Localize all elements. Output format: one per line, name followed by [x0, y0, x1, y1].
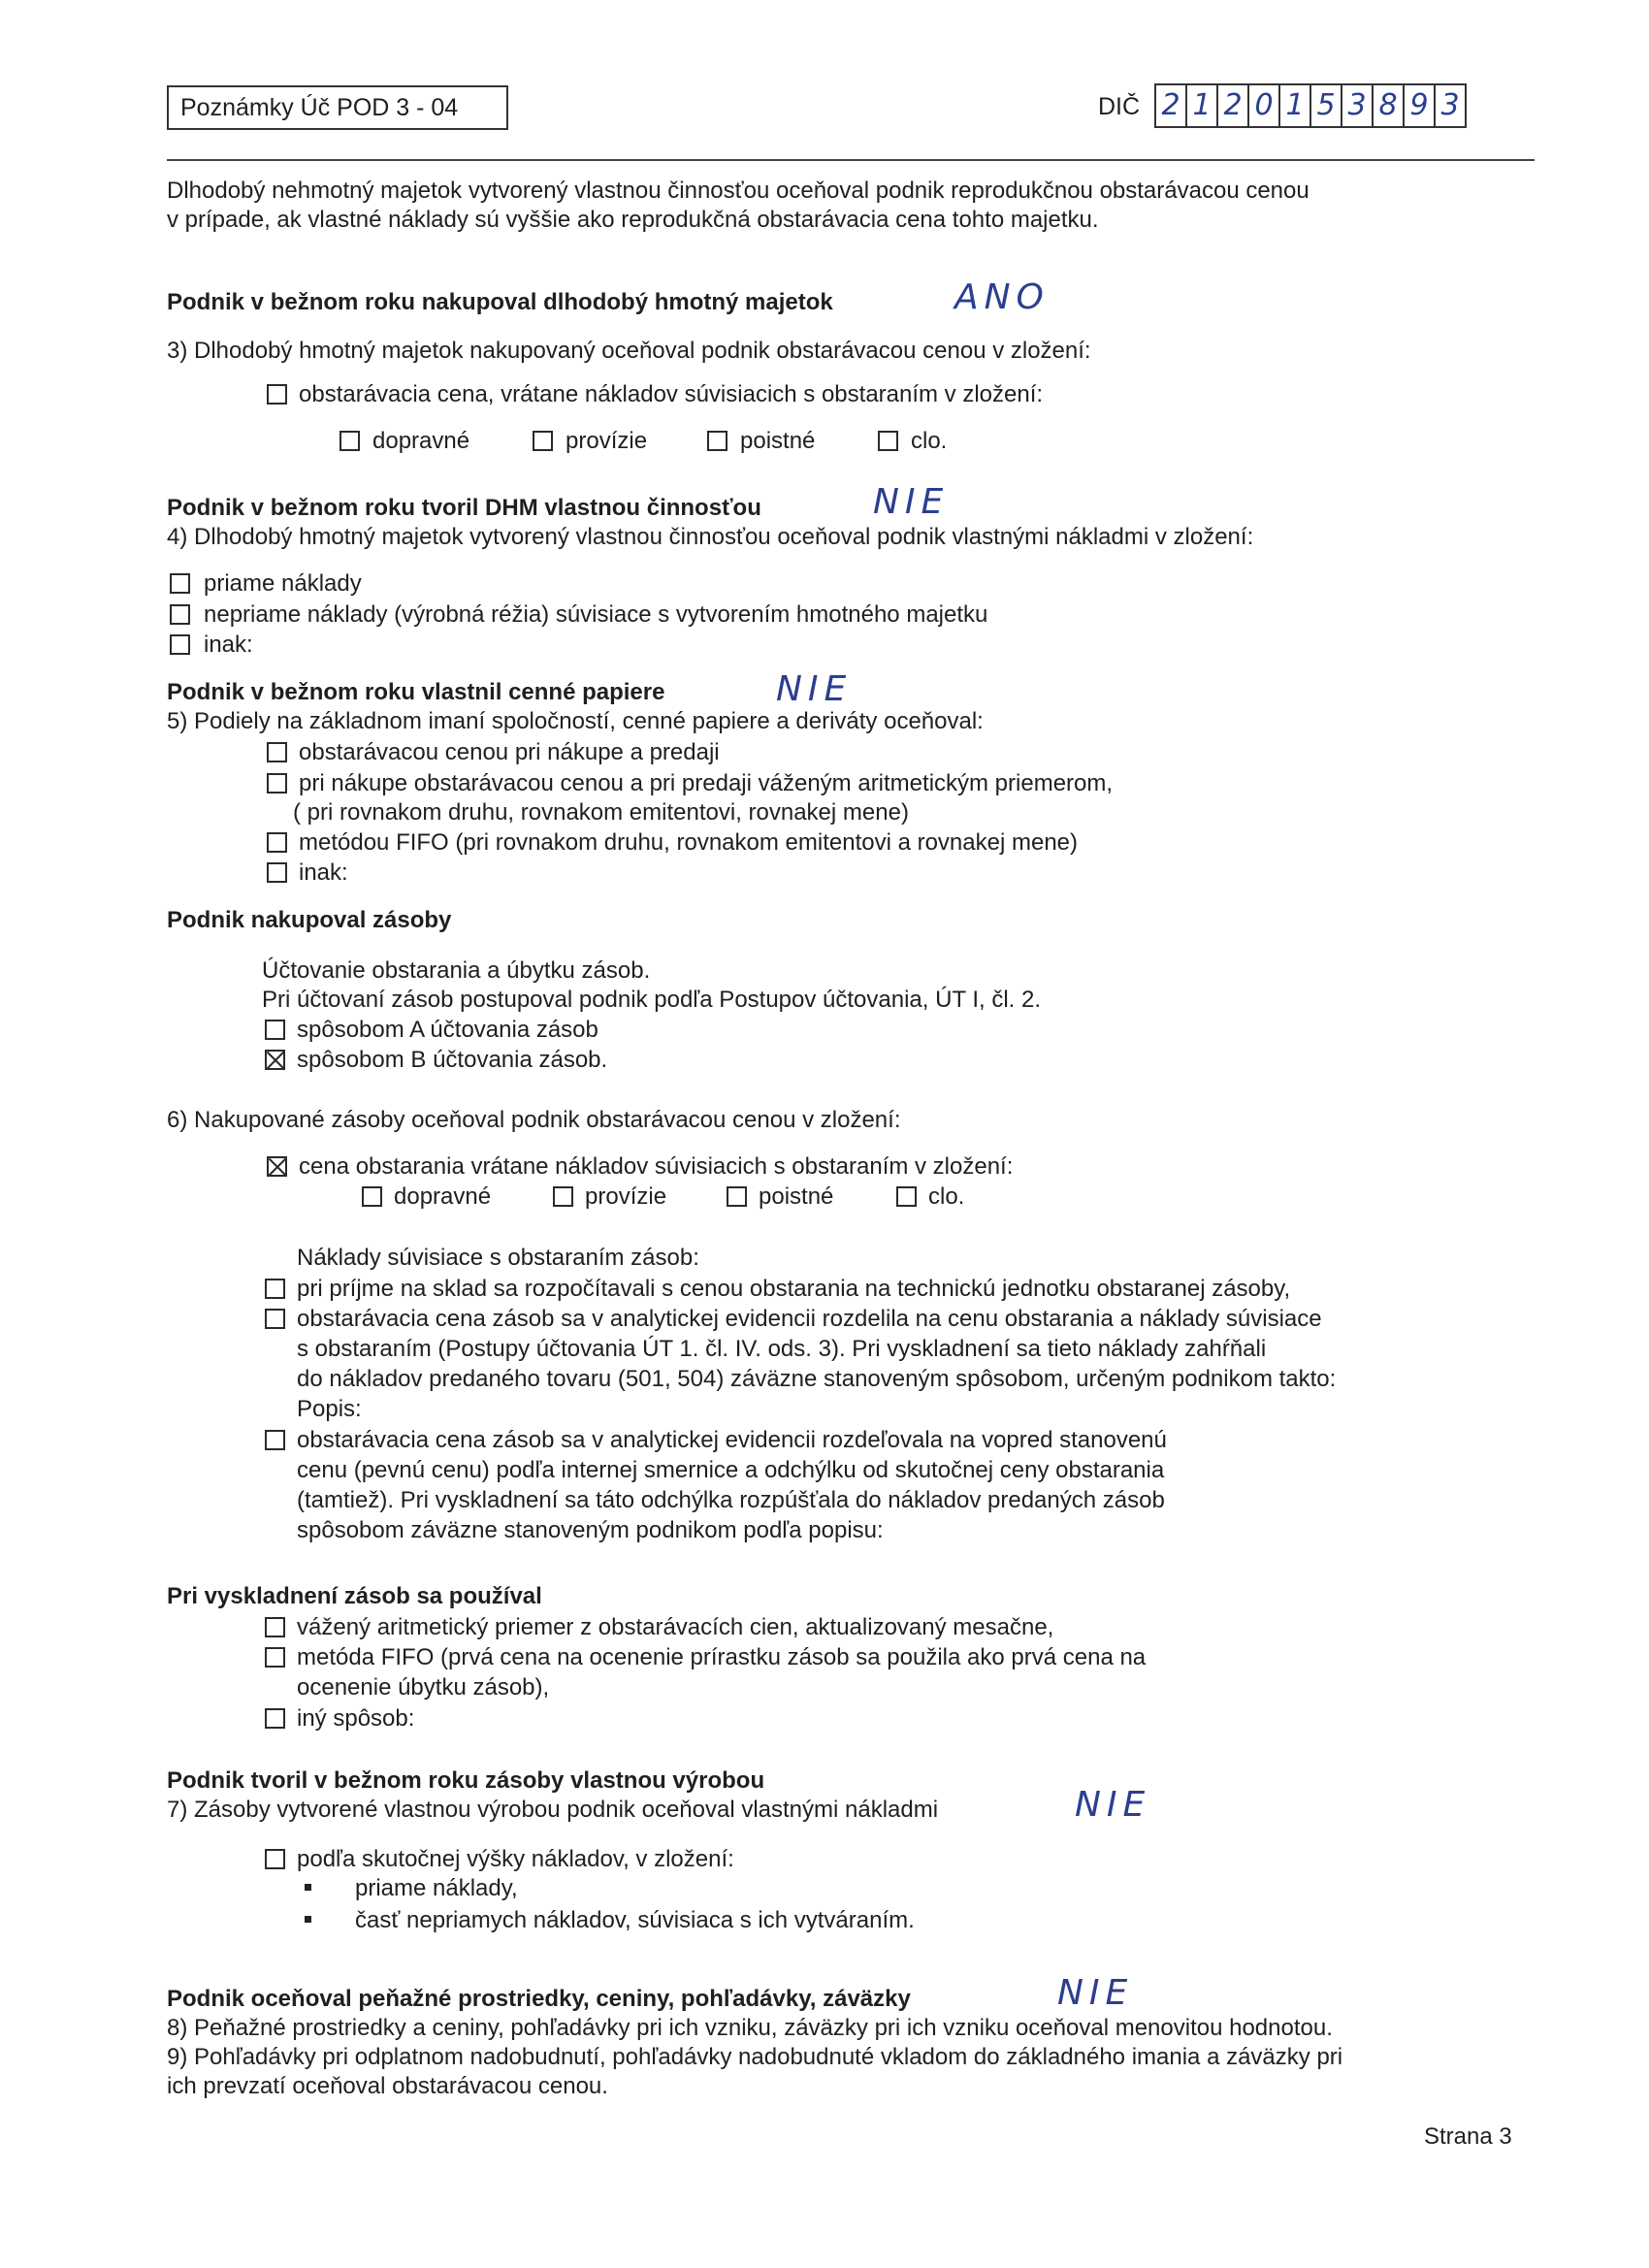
- checkbox-obstaravacou-cenou[interactable]: [267, 742, 287, 762]
- question-4: 4) Dlhodobý hmotný majetok vytvorený vlastnou činnosťou oceňoval podnik vlastnými nákladmi v zložení:: [167, 524, 1254, 550]
- option-label-cont: spôsobom záväzne stanoveným podnikom podľa popisu:: [297, 1517, 884, 1543]
- dic-digit: 3: [1341, 83, 1374, 128]
- checkbox-dopravne[interactable]: [340, 431, 360, 451]
- option-label: provízie: [585, 1183, 667, 1210]
- option-label: obstarávacou cenou pri nákupe a predaji: [299, 739, 720, 765]
- header-divider: [167, 159, 1535, 161]
- option-label: priame náklady: [204, 570, 362, 597]
- option-label: dopravné: [394, 1183, 492, 1210]
- checkbox-pri-prijme[interactable]: [265, 1279, 285, 1299]
- checkbox-sposob-a[interactable]: [265, 1020, 285, 1040]
- handwritten-answer: NIE: [1057, 1973, 1134, 2013]
- dic-digit: 2: [1216, 83, 1249, 128]
- checkbox-provizie[interactable]: [533, 431, 553, 451]
- option-label: dopravné: [372, 428, 470, 454]
- option-label: inak:: [299, 859, 348, 886]
- checkbox-analyticka-evidencia-2[interactable]: [265, 1430, 285, 1450]
- checkbox-vazeny-priemer[interactable]: [265, 1617, 285, 1637]
- section-heading-vyskladnenie: Pri vyskladnení zásob sa používal: [167, 1583, 542, 1609]
- option-label: clo.: [911, 428, 948, 454]
- bullet-icon: [305, 1916, 311, 1923]
- question-9-cont: ich prevzatí oceňoval obstarávacou cenou.: [167, 2073, 608, 2099]
- question-8: 8) Peňažné prostriedky a ceniny, pohľadávky pri ich vzniku, záväzky pri ich vzniku oceňoval menovitou hodnotou.: [167, 2015, 1333, 2041]
- text-line: Pri účtovaní zásob postupoval podnik podľa Postupov účtovania, ÚT I, čl. 2.: [262, 987, 1042, 1013]
- checkbox-provizie[interactable]: [553, 1186, 573, 1207]
- handwritten-answer: ANO: [954, 277, 1050, 317]
- checkbox-obstaravacia-cena[interactable]: [267, 384, 287, 405]
- question-3: 3) Dlhodobý hmotný majetok nakupovaný oceňoval podnik obstarávacou cenou v zložení:: [167, 338, 1091, 364]
- dic-digit: 9: [1403, 83, 1436, 128]
- checkbox-inak[interactable]: [170, 634, 190, 655]
- question-5: 5) Podiely na základnom imaní spoločností, cenné papiere a deriváty oceňoval:: [167, 708, 984, 734]
- section-heading-penazne: Podnik oceňoval peňažné prostriedky, ceniny, pohľadávky, záväzky: [167, 1986, 911, 2012]
- checkbox-clo[interactable]: [878, 431, 898, 451]
- handwritten-answer: NIE: [776, 669, 853, 709]
- dic-digit: 0: [1247, 83, 1280, 128]
- option-label: poistné: [740, 428, 816, 454]
- option-label: podľa skutočnej výšky nákladov, v zložení:: [297, 1846, 734, 1872]
- checkbox-fifo[interactable]: [267, 832, 287, 853]
- option-label: metódou FIFO (pri rovnakom druhu, rovnakom emitentovi a rovnakej mene): [299, 829, 1079, 856]
- option-label: iný spôsob:: [297, 1705, 415, 1732]
- option-label: pri nákupe obstarávacou cenou a pri predaji váženým aritmetickým priemerom,: [299, 770, 1114, 796]
- option-label: clo.: [928, 1183, 965, 1210]
- bullet-item: priame náklady,: [355, 1875, 518, 1901]
- option-label: inak:: [204, 632, 253, 658]
- bullet-icon: [305, 1884, 311, 1891]
- option-label: pri príjme na sklad sa rozpočítavali s cenou obstarania na technickú jednotku obstaranej zásoby,: [297, 1276, 1291, 1302]
- handwritten-answer: NIE: [873, 482, 950, 522]
- intro-line: v prípade, ak vlastné náklady sú vyššie ako reprodukčná obstarávacia cena tohto majetku.: [167, 207, 1099, 233]
- checkbox-iny-sposob[interactable]: [265, 1708, 285, 1729]
- text-line: Náklady súvisiace s obstaraním zásob:: [297, 1245, 699, 1271]
- dic-field: [1154, 83, 1465, 128]
- dic-digit: 1: [1278, 83, 1311, 128]
- checkbox-nepriame-naklady[interactable]: [170, 604, 190, 625]
- checkbox-sposob-b[interactable]: [265, 1050, 285, 1070]
- option-label-cont: Popis:: [297, 1396, 362, 1422]
- section-heading-zasoby: Podnik nakupoval zásoby: [167, 907, 452, 933]
- section-heading-vyroba: Podnik tvoril v bežnom roku zásoby vlastnou výrobou: [167, 1767, 765, 1794]
- checkbox-cena-obstarania[interactable]: [267, 1156, 287, 1177]
- checkbox-inak[interactable]: [267, 862, 287, 883]
- checkbox-vazeny-priemer[interactable]: [267, 773, 287, 794]
- section-heading-papiere: Podnik v bežnom roku vlastnil cenné papiere: [167, 679, 665, 705]
- checkbox-clo[interactable]: [896, 1186, 917, 1207]
- question-6: 6) Nakupované zásoby oceňoval podnik obstarávacou cenou v zložení:: [167, 1107, 901, 1133]
- option-label-cont: do nákladov predaného tovaru (501, 504) záväzne stanoveným spôsobom, určeným podnikom takto:: [297, 1366, 1337, 1392]
- option-label: obstarávacia cena zásob sa v analytickej evidencii rozdelila na cenu obstarania a náklady súvisiace: [297, 1306, 1322, 1332]
- handwritten-answer: NIE: [1075, 1785, 1151, 1825]
- option-label: obstarávacia cena, vrátane nákladov súvisiacich s obstaraním v zložení:: [299, 381, 1044, 407]
- text-line: Účtovanie obstarania a úbytku zásob.: [262, 957, 651, 984]
- page-number: Strana 3: [1424, 2123, 1512, 2150]
- checkbox-priame-naklady[interactable]: [170, 573, 190, 594]
- checkbox-skutocna-vyska[interactable]: [265, 1849, 285, 1869]
- form-title: Poznámky Úč POD 3 - 04: [167, 85, 508, 130]
- option-label: provízie: [566, 428, 648, 454]
- section-heading-dhm: Podnik v bežnom roku tvoril DHM vlastnou činnosťou: [167, 495, 761, 521]
- option-label-cont: cenu (pevnú cenu) podľa internej smernice a odchýlku od skutočnej ceny obstarania: [297, 1457, 1165, 1483]
- option-label-cont: ( pri rovnakom druhu, rovnakom emitentovi, rovnakej mene): [293, 799, 909, 826]
- question-7: 7) Zásoby vytvorené vlastnou výrobou podnik oceňoval vlastnými nákladmi: [167, 1797, 939, 1823]
- checkbox-poistne[interactable]: [727, 1186, 747, 1207]
- option-label: nepriame náklady (výrobná réžia) súvisiace s vytvorením hmotného majetku: [204, 601, 988, 628]
- option-label: metóda FIFO (prvá cena na ocenenie prírastku zásob sa použila ako prvá cena na: [297, 1644, 1147, 1670]
- option-label: cena obstarania vrátane nákladov súvisiacich s obstaraním v zložení:: [299, 1153, 1014, 1180]
- question-9: 9) Pohľadávky pri odplatnom nadobudnutí, pohľadávky nadobudnuté vkladom do základného imania a záväzky pri: [167, 2044, 1343, 2070]
- checkbox-dopravne[interactable]: [362, 1186, 382, 1207]
- option-label-cont: ocenenie úbytku zásob),: [297, 1674, 550, 1701]
- dic-digit: 1: [1185, 83, 1218, 128]
- dic-digit: 8: [1372, 83, 1405, 128]
- option-label-cont: (tamtiež). Pri vyskladnení sa táto odchýlka rozpúšťala do nákladov predaných zásob: [297, 1487, 1165, 1513]
- dic-digit: 5: [1310, 83, 1342, 128]
- checkbox-poistne[interactable]: [707, 431, 728, 451]
- dic-digit: 3: [1434, 83, 1467, 128]
- checkbox-analyticka-evidencia-1[interactable]: [265, 1309, 285, 1329]
- option-label-cont: s obstaraním (Postupy účtovania ÚT 1. čl. IV. ods. 3). Pri vyskladnení sa tieto náklady zahŕňali: [297, 1336, 1267, 1362]
- section-heading-hmotny: Podnik v bežnom roku nakupoval dlhodobý hmotný majetok: [167, 289, 833, 315]
- option-label: poistné: [759, 1183, 834, 1210]
- option-label: spôsobom A účtovania zásob: [297, 1017, 598, 1043]
- option-label: vážený aritmetický priemer z obstarávacích cien, aktualizovaný mesačne,: [297, 1614, 1054, 1640]
- intro-line: Dlhodobý nehmotný majetok vytvorený vlastnou činnosťou oceňoval podnik reprodukčnou obstarávacou cenou: [167, 178, 1310, 204]
- dic-label: DIČ: [1098, 93, 1141, 120]
- checkbox-fifo[interactable]: [265, 1647, 285, 1668]
- option-label: obstarávacia cena zásob sa v analytickej evidencii rozdeľovala na vopred stanovenú: [297, 1427, 1167, 1453]
- bullet-item: časť nepriamych nákladov, súvisiaca s ich vytváraním.: [355, 1907, 915, 1933]
- option-label: spôsobom B účtovania zásob.: [297, 1047, 608, 1073]
- dic-digit: 2: [1154, 83, 1187, 128]
